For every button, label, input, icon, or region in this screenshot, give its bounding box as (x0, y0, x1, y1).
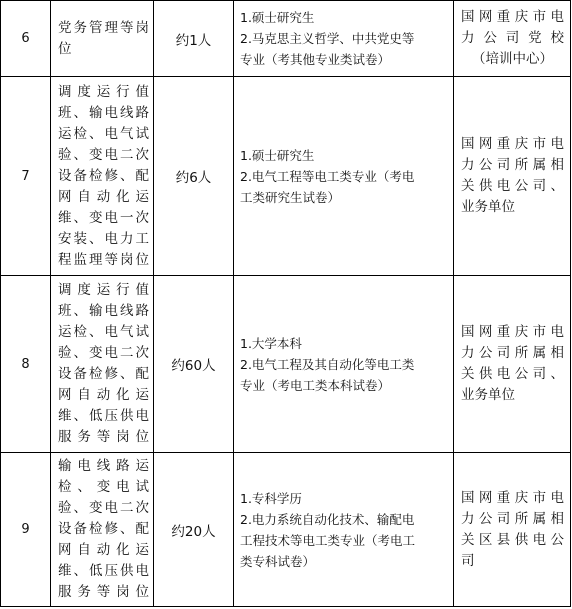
requirement-line: 2.电力系统自动化技术、输配电 (240, 511, 415, 527)
post-line: 服务等岗位 (58, 429, 149, 445)
post-cell (51, 1, 154, 77)
post-line: 班、输电线路 (58, 104, 149, 121)
post-line: 位 (58, 40, 72, 57)
post-line: 设备检修、配 (58, 521, 149, 537)
post-line: 维、低压供电 (58, 408, 149, 424)
post-line: 班、输电线路 (58, 303, 149, 319)
post-line: 输电线路运 (58, 458, 149, 474)
requirement-cell (234, 276, 454, 453)
row-number: 6 (1, 1, 51, 77)
requirement-line: 2.电气工程及其自动化等电工类 (240, 356, 415, 372)
unit-line: 业务单位 (461, 199, 515, 215)
unit-line: （培训中心） (472, 51, 553, 67)
unit-line: 力公司党校 (461, 30, 564, 46)
requirement-cell (234, 1, 454, 77)
unit-line: 国网重庆市电 (461, 324, 564, 340)
row-number: 9 (1, 453, 51, 607)
headcount-cell: 约60人 (154, 276, 234, 453)
post-line: 设备检修、配 (58, 167, 149, 184)
unit-line: 力公司所属相 (461, 510, 564, 527)
requirement-line: 1.专科学历 (240, 490, 302, 506)
requirement-line: 专业（考其他专业类试卷） (240, 52, 391, 67)
requirement-cell (234, 77, 454, 276)
row-number: 8 (1, 276, 51, 453)
unit-cell (454, 77, 571, 276)
requirement-line: 2.电气工程等电工类专业（考电 (240, 168, 415, 184)
post-line: 调度运行值 (58, 83, 149, 100)
post-line: 验、变电二次 (58, 146, 149, 163)
post-cell (51, 453, 154, 607)
requirement-line: 工类研究生试卷） (240, 189, 341, 205)
post-line: 网自动化运 (58, 542, 149, 558)
unit-line: 力公司所属相 (461, 345, 564, 361)
unit-line: 国网重庆市电 (461, 136, 564, 152)
post-line: 验、变电二次 (58, 500, 149, 516)
post-line: 网自动化运 (58, 188, 149, 205)
post-cell (51, 276, 154, 453)
table-row (1, 1, 571, 77)
row-number: 7 (1, 77, 51, 276)
unit-line: 司 (461, 552, 475, 569)
unit-line: 国网重庆市电 (461, 9, 564, 25)
unit-cell (454, 1, 571, 77)
headcount-cell: 约1人 (154, 1, 234, 77)
post-line: 维、变电一次 (58, 209, 149, 226)
requirement-line: 1.硕士研究生 (240, 147, 315, 163)
requirement-line: 1.硕士研究生 (240, 10, 315, 25)
post-line: 设备检修、配 (58, 366, 149, 382)
requirement-line: 专业（考电工类本科试卷） (240, 377, 391, 393)
post-line: 安装、电力工 (58, 230, 149, 247)
requirement-line: 1.大学本科 (240, 335, 302, 351)
unit-line: 业务单位 (461, 387, 515, 403)
unit-line: 关供电公司、 (461, 366, 564, 382)
post-line: 运检、电气试 (58, 324, 149, 340)
post-line: 维、低压供电 (58, 563, 149, 579)
headcount-cell: 约6人 (154, 77, 234, 276)
unit-line: 力公司所属相 (461, 157, 564, 173)
post-line: 运检、电气试 (58, 125, 149, 142)
unit-cell (454, 453, 571, 607)
post-line: 网自动化运 (58, 387, 149, 403)
unit-line: 关区县供电公 (461, 531, 564, 548)
table-row (1, 453, 571, 607)
post-cell (51, 77, 154, 276)
requirement-line: 2.马克思主义哲学、中共党史等 (240, 31, 415, 46)
post-line: 程监理等岗位 (58, 251, 149, 268)
requirement-cell (234, 453, 454, 607)
post-line: 党务管理等岗 (58, 19, 149, 36)
table-row (1, 276, 571, 453)
post-line: 验、变电二次 (58, 345, 149, 361)
requirement-line: 类专科试卷） (240, 553, 316, 569)
post-line: 检、变电试 (58, 479, 149, 495)
post-line: 服务等岗位 (58, 584, 149, 600)
unit-line: 国网重庆市电 (461, 489, 564, 506)
unit-cell (454, 276, 571, 453)
requirement-line: 工程技术等电工类专业（考电工 (240, 532, 416, 548)
table-body (1, 1, 571, 607)
post-line: 调度运行值 (58, 282, 149, 298)
table-row (1, 77, 571, 276)
headcount-cell: 约20人 (154, 453, 234, 607)
unit-line: 关供电公司、 (461, 178, 564, 194)
